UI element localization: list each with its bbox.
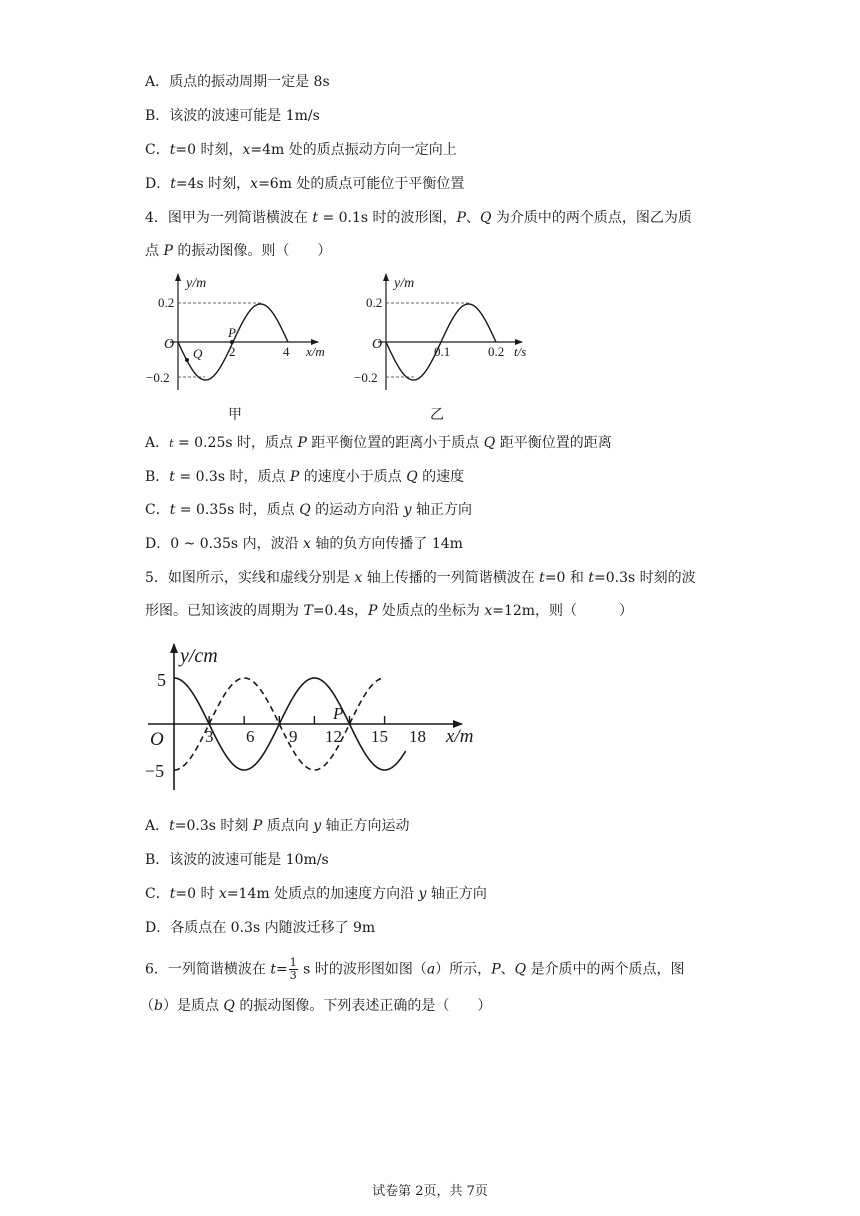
q5-y-label: y/cm bbox=[180, 645, 218, 667]
q5-ytick-top: 5 bbox=[157, 670, 166, 690]
q3-option-d: D．t=4s 时刻，x=6m 处的质点可能位于平衡位置 bbox=[145, 176, 465, 192]
q4-option-a: A．t = 0.25s 时，质点 P 距平衡位置的距离小于质点 Q 距平衡位置的距离 bbox=[145, 435, 612, 451]
q3-option-b: B．该波的波速可能是 1m/s bbox=[145, 108, 320, 124]
q3-option-a: A．质点的振动周期一定是 8s bbox=[145, 74, 330, 90]
q4-option-b: B．t = 0.3s 时，质点 P 的速度小于质点 Q 的速度 bbox=[145, 469, 465, 485]
q5-origin: O bbox=[150, 729, 164, 750]
q4-stem-line1: 4．图甲为一列简谐横波在 t = 0.1s 时的波形图，P、Q 为介质中的两个质点，图乙为质 bbox=[145, 210, 692, 226]
yi-x-label: t/s bbox=[514, 344, 527, 359]
q6-stem-line2: （b）是质点 Q 的振动图像。下列表述正确的是（ ） bbox=[140, 998, 492, 1014]
q5-xtick-9: 9 bbox=[289, 727, 298, 746]
q5-tick-marks bbox=[209, 716, 385, 724]
jia-ytick-bottom: −0.2 bbox=[146, 370, 170, 385]
yi-ytick-bottom: −0.2 bbox=[354, 370, 378, 385]
jia-xtick-4: 4 bbox=[283, 344, 290, 359]
jia-caption: 甲 bbox=[228, 408, 242, 423]
page-footer: 试卷第 2页，共 7页 bbox=[372, 1184, 488, 1199]
q5-label-p: P bbox=[333, 704, 344, 723]
yi-xtick-02: 0.2 bbox=[488, 344, 505, 359]
yi-caption: 乙 bbox=[430, 408, 444, 423]
q4-option-c: C．t = 0.35s 时，质点 Q 的运动方向沿 y 轴正方向 bbox=[145, 502, 473, 518]
q5-xtick-15: 15 bbox=[371, 727, 388, 746]
q6-fraction: $\frac{1}{3}$ bbox=[289, 956, 297, 982]
q5-x-label: x/m bbox=[446, 726, 474, 747]
q5-option-a: A．t=0.3s 时刻 P 质点向 y 轴正方向运动 bbox=[145, 818, 410, 834]
q5-xtick-6: 6 bbox=[246, 727, 255, 746]
jia-y-label: y/m bbox=[186, 276, 207, 291]
q5-stem-line2: 形图。已知该波的周期为 T=0.4s，P 处质点的坐标为 x=12m，则（ ） bbox=[145, 603, 634, 619]
q5-stem-line1: 5．如图所示，实线和虚线分别是 x 轴上传播的一列简谐横波在 t=0 和 t=0.3s 时刻的波 bbox=[145, 570, 696, 586]
q5-ytick-bottom: −5 bbox=[145, 761, 165, 781]
q4-figure-jia bbox=[140, 268, 340, 428]
jia-label-p: P bbox=[228, 325, 236, 340]
yi-origin: O bbox=[372, 337, 383, 352]
q5-xtick-12: 12 bbox=[325, 727, 342, 746]
jia-xtick-2: 2 bbox=[229, 344, 236, 359]
q4-figure-yi bbox=[354, 268, 540, 428]
yi-ytick-top: 0.2 bbox=[366, 295, 383, 310]
yi-xtick-01: 0.1 bbox=[434, 344, 451, 359]
q3-option-c: C．t=0 时刻，x=4m 处的质点振动方向一定向上 bbox=[145, 142, 457, 158]
q5-figure bbox=[140, 636, 490, 796]
yi-y-label: y/m bbox=[394, 276, 415, 291]
q5-option-b: B．该波的波速可能是 10m/s bbox=[145, 852, 329, 868]
q6-stem-line1: 6．一列简谐横波在 t= $\frac{1}{3}$ s 时的波形图如图（a）所示，P、Q 是介质中的两个质点，图 bbox=[145, 956, 685, 982]
q5-option-d: D．各质点在 0.3s 内随波迁移了 9m bbox=[145, 920, 376, 936]
jia-ytick-top: 0.2 bbox=[158, 295, 175, 310]
jia-origin: O bbox=[164, 337, 175, 352]
q5-xtick-18: 18 bbox=[409, 727, 426, 746]
q4-option-d: D．0 ~ 0.35s 内，波沿 x 轴的负方向传播了 14m bbox=[145, 536, 463, 552]
jia-x-label: x/m bbox=[306, 344, 325, 359]
q4-stem-line2: 点 P 的振动图像。则（ ） bbox=[145, 243, 332, 259]
jia-label-q: Q bbox=[193, 346, 203, 361]
q5-xtick-3: 3 bbox=[205, 727, 214, 746]
jia-point-q-dot bbox=[185, 358, 189, 362]
q5-option-c: C．t=0 时 x=14m 处质点的加速度方向沿 y 轴正方向 bbox=[145, 886, 487, 902]
